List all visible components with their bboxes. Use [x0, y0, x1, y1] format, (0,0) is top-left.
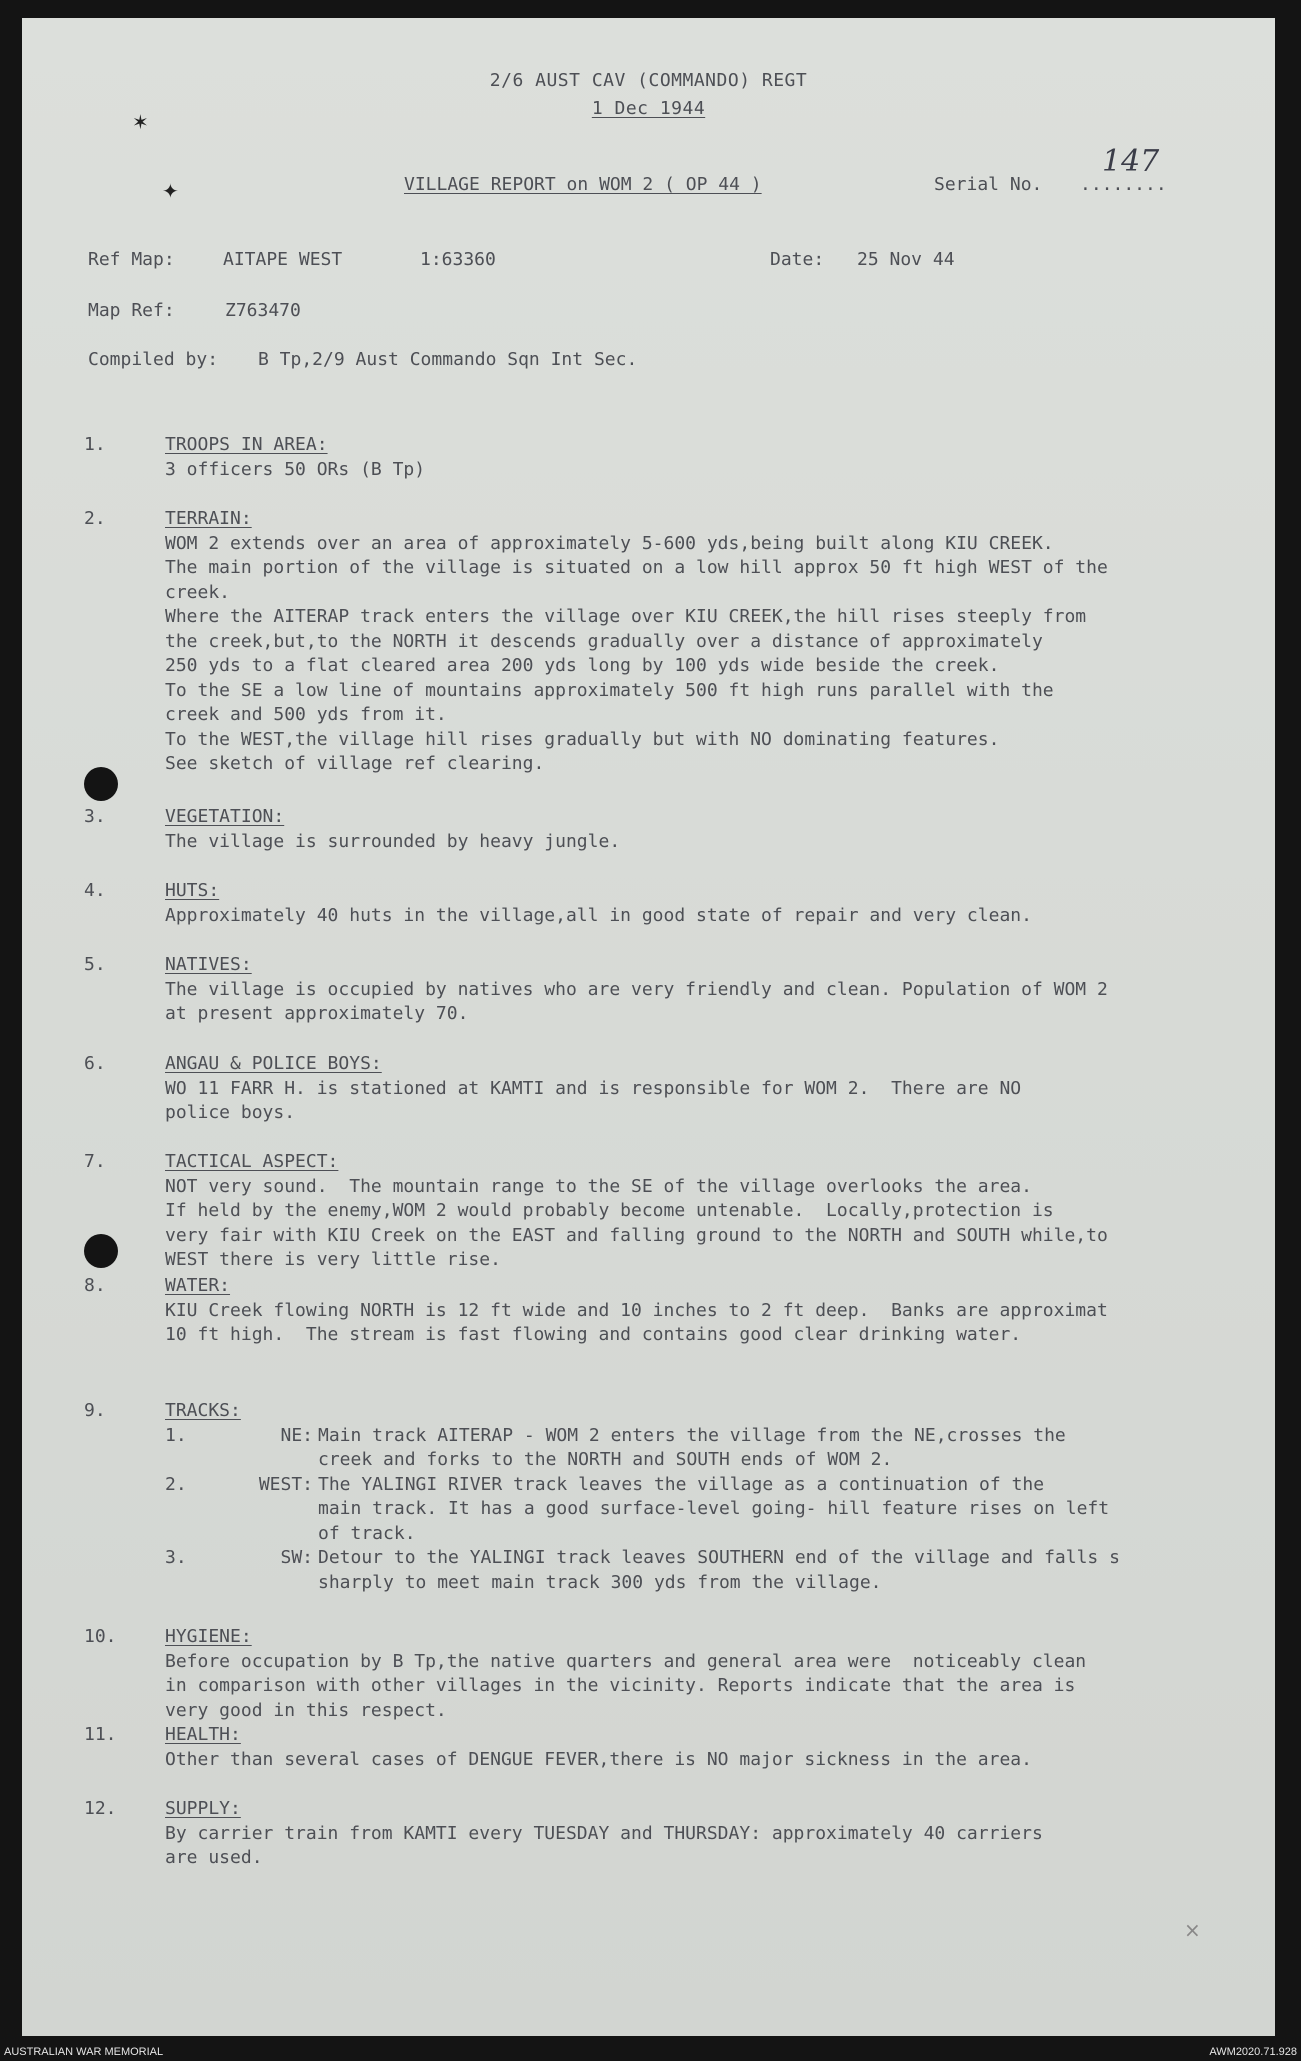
track-number: 2.	[165, 1473, 187, 1495]
section-heading: HEALTH:	[165, 1724, 241, 1745]
report-date: 1 Dec 1944	[591, 98, 706, 119]
track-text: of track.	[318, 1522, 416, 1544]
section-text-line: very good in this respect.	[165, 1699, 447, 1721]
punch-hole	[84, 1234, 118, 1268]
section-text-line: The village is occupied by natives who are very friendly and clean. Population of WOM 2	[165, 978, 1108, 1000]
section-number: 9.	[84, 1400, 106, 1421]
section-heading: TACTICAL ASPECT:	[165, 1151, 339, 1172]
section-text-line: very fair with KIU Creek on the EAST and falling ground to the NORTH and SOUTH while,to	[165, 1224, 1108, 1246]
section-number: 6.	[84, 1053, 106, 1074]
section-number: 3.	[84, 806, 106, 827]
track-line	[165, 1424, 1264, 1449]
section-heading: SUPPLY:	[165, 1798, 241, 1819]
section-text-line: NOT very sound. The mountain range to the SE of the village overlooks the area.	[165, 1175, 1032, 1197]
compiled-by-label: Compiled by:	[88, 349, 219, 370]
section-text-line: WO 11 FARR H. is stationed at KAMTI and is responsible for WOM 2. There are NO	[165, 1077, 1022, 1099]
footer-accession-number: AWM2020.71.928	[1209, 2046, 1297, 2058]
cross-mark-icon: ×	[1184, 1918, 1201, 1942]
track-direction: WEST:	[258, 1473, 313, 1495]
serial-label: Serial No.	[934, 174, 1043, 195]
section-text-line: See sketch of village ref clearing.	[165, 753, 545, 774]
ref-map-value: AITAPE WEST	[223, 249, 343, 270]
track-text: The YALINGI RIVER track leaves the village as a continuation of the	[318, 1473, 1045, 1495]
track-line	[165, 1497, 1264, 1522]
section-heading: HUTS:	[165, 880, 220, 901]
track-line	[165, 1546, 1264, 1571]
ref-map-label: Ref Map:	[88, 249, 175, 270]
section-text-line: the creek,but,to the NORTH it descends gradually over a distance of approximately	[165, 630, 1043, 652]
section-text-line: Where the AITERAP track enters the village over KIU CREEK,the hill rises steeply from	[165, 606, 1087, 627]
section-text-line: If held by the enemy,WOM 2 would probably become untenable. Locally,protection is	[165, 1200, 1054, 1221]
section-text-line: Other than several cases of DENGUE FEVER,there is NO major sickness in the area.	[165, 1748, 1032, 1770]
report-title: VILLAGE REPORT on WOM 2 ( OP 44 )	[404, 174, 762, 195]
section-heading: WATER:	[165, 1275, 231, 1296]
section-number: 5.	[84, 954, 106, 975]
pin-mark-icon: ✦	[162, 179, 179, 203]
section-text-line: To the SE a low line of mountains approximately 500 ft high runs parallel with the	[165, 679, 1054, 701]
serial-dots: ........	[1080, 174, 1167, 195]
section-heading: HYGIENE:	[165, 1626, 252, 1647]
section-text-line: 250 yds to a flat cleared area 200 yds long by 100 yds wide beside the creek.	[165, 655, 1000, 676]
section-number: 12.	[84, 1798, 117, 1819]
map-scale: 1:63360	[420, 249, 496, 270]
section-heading: VEGETATION:	[165, 806, 285, 827]
section-text-line: are used.	[165, 1847, 263, 1868]
section-text-line: The village is surrounded by heavy jungle.	[165, 830, 621, 852]
section-number: 10.	[84, 1626, 117, 1647]
section-heading: TROOPS IN AREA:	[165, 434, 328, 455]
compiled-by-value: B Tp,2/9 Aust Commando Sqn Int Sec.	[258, 349, 638, 370]
section-text-line: KIU Creek flowing NORTH is 12 ft wide and 10 inches to 2 ft deep. Banks are approximat	[165, 1299, 1108, 1321]
date-label: Date:	[770, 249, 825, 270]
section-text-line: in comparison with other villages in the vicinity. Reports indicate that the area is	[165, 1675, 1076, 1696]
section-text-line: Approximately 40 huts in the village,all in good state of repair and very clean.	[165, 904, 1032, 926]
footer-archive-name: AUSTRALIAN WAR MEMORIAL	[4, 2046, 164, 2058]
track-text: sharply to meet main track 300 yds from the village.	[318, 1571, 882, 1593]
map-ref-label: Map Ref:	[88, 300, 175, 321]
section-number: 8.	[84, 1275, 106, 1296]
section-text-line: creek.	[165, 581, 231, 603]
section-number: 2.	[84, 508, 106, 529]
section-text-line: police boys.	[165, 1102, 296, 1123]
section-text-line: at present approximately 70.	[165, 1003, 469, 1024]
unit-name: 2/6 AUST CAV (COMMANDO) REGT	[489, 70, 808, 91]
pin-mark-icon: ✶	[132, 110, 149, 134]
track-text: Detour to the YALINGI track leaves SOUTHERN end of the village and falls s	[318, 1547, 1120, 1568]
map-ref-value: Z763470	[225, 300, 301, 321]
section-text-line: 10 ft high. The stream is fast flowing and contains good clear drinking water.	[165, 1324, 1022, 1345]
track-number: 3.	[165, 1547, 187, 1568]
section-heading: TRACKS:	[165, 1400, 241, 1421]
track-text: Main track AITERAP - WOM 2 enters the village from the NE,crosses the	[318, 1424, 1066, 1446]
track-direction: NE:	[280, 1424, 313, 1446]
section-text-line: To the WEST,the village hill rises gradually but with NO dominating features.	[165, 728, 1000, 750]
track-direction: SW:	[280, 1547, 313, 1568]
track-line	[165, 1571, 1264, 1596]
section-number: 11.	[84, 1724, 117, 1745]
section-text-line: Before occupation by B Tp,the native quarters and general area were noticeably clean	[165, 1650, 1087, 1672]
track-text: creek and forks to the NORTH and SOUTH ends of WOM 2.	[318, 1449, 893, 1470]
punch-hole	[84, 767, 118, 801]
section-heading: ANGAU & POLICE BOYS:	[165, 1053, 382, 1074]
serial-number-handwritten: 147	[1102, 144, 1160, 179]
track-text: main track. It has a good surface-level going- hill feature rises on left	[318, 1498, 1110, 1519]
section-text-line: WEST there is very little rise.	[165, 1249, 501, 1270]
section-number: 1.	[84, 434, 106, 455]
section-heading: TERRAIN:	[165, 508, 252, 529]
track-line	[165, 1473, 1264, 1498]
track-number: 1.	[165, 1424, 187, 1446]
track-line	[165, 1448, 1264, 1473]
section-heading: NATIVES:	[165, 954, 252, 975]
section-text-line: The main portion of the village is situated on a low hill approx 50 ft high WEST of the	[165, 557, 1108, 578]
section-number: 4.	[84, 880, 106, 901]
track-line	[165, 1522, 1264, 1547]
section-text-line: 3 officers 50 ORs (B Tp)	[165, 458, 426, 480]
section-text-line: WOM 2 extends over an area of approximately 5-600 yds,being built along KIU CREEK.	[165, 532, 1054, 554]
section-text-line: By carrier train from KAMTI every TUESDAY and THURSDAY: approximately 40 carriers	[165, 1822, 1043, 1844]
document-page	[22, 18, 1275, 2036]
section-number: 7.	[84, 1151, 106, 1172]
section-text-line: creek and 500 yds from it.	[165, 704, 447, 725]
date-value: 25 Nov 44	[857, 249, 955, 270]
